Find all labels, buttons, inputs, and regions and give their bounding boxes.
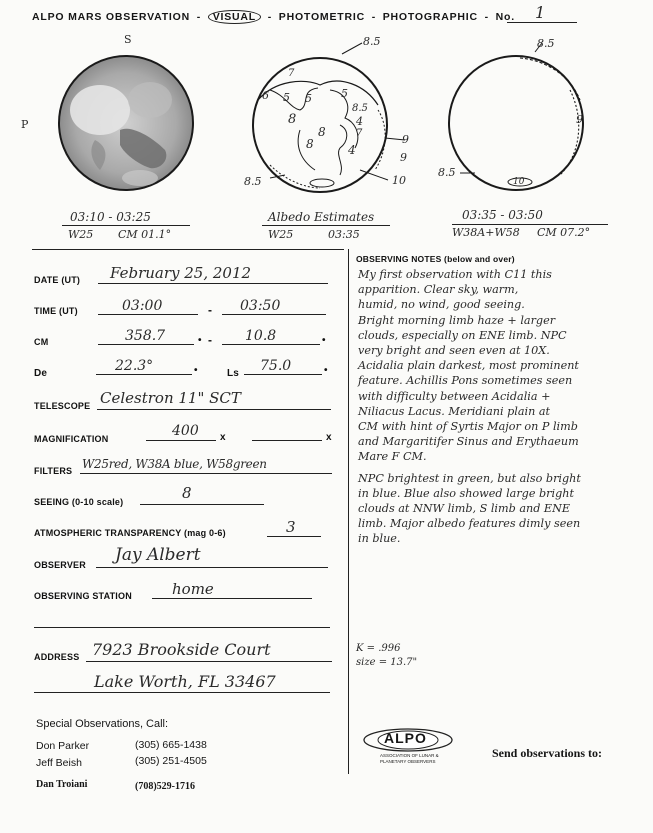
- albedo-mark: 8.5: [537, 37, 555, 50]
- disk-2-title: Albedo Estimates: [268, 210, 375, 224]
- contact-name: Don Parker: [36, 740, 90, 752]
- notes-line: clouds, especially on ENE limb. NPC: [358, 328, 567, 342]
- albedo-mark: 6: [262, 89, 269, 102]
- observing-station-value: home: [172, 580, 214, 598]
- magnification-value: 400: [172, 423, 199, 439]
- date-label: DATE (UT): [34, 275, 81, 285]
- disk-1-filter: W25: [68, 228, 94, 241]
- disk-1-time: 03:10 - 03:25: [70, 210, 151, 224]
- albedo-mark: 9: [400, 151, 407, 164]
- cm-end-value: 10.8: [245, 328, 277, 344]
- albedo-mark: 10: [392, 174, 406, 187]
- albedo-mark: 4: [356, 115, 363, 128]
- address-line-2: Lake Worth, FL 33467: [94, 672, 276, 691]
- albedo-mark: 8.5: [363, 35, 381, 48]
- observing-station-label: OBSERVING STATION: [34, 591, 132, 601]
- transparency-label: ATMOSPHERIC TRANSPARENCY (mag 0-6): [34, 528, 226, 538]
- number-label: No.: [495, 11, 515, 23]
- notes-divider: [348, 249, 349, 774]
- disk-3-drawing: [449, 43, 583, 190]
- disk-3-cm: CM 07.2°: [537, 226, 591, 239]
- disk-2-filter: W25: [268, 228, 294, 241]
- notes-line: in blue.: [358, 532, 401, 546]
- visual-option-circled: VISUAL: [208, 10, 261, 24]
- notes-line: NPC brightest in green, but also bright: [358, 471, 581, 485]
- albedo-mark: 8.5: [244, 175, 262, 188]
- time-start-value: 03:00: [122, 298, 163, 314]
- date-value: February 25, 2012: [110, 264, 252, 282]
- de-value: 22.3°: [115, 358, 154, 374]
- contact-name: Dan Troiani: [36, 779, 88, 790]
- notes-line: Niliacus Lacus. Meridiani plain at: [358, 404, 551, 418]
- ls-value: 75.0: [260, 358, 292, 374]
- albedo-mark: 4: [348, 143, 356, 157]
- albedo-mark: 7: [288, 68, 295, 79]
- albedo-mark: 8.5: [438, 166, 456, 179]
- size-value: size = 13.7": [356, 657, 418, 668]
- form-title: ALPO MARS OBSERVATION: [32, 11, 190, 23]
- seeing-label: SEEING (0-10 scale): [34, 497, 124, 507]
- alpo-subtitle-1: ASSOCIATION OF LUNAR &: [380, 753, 439, 758]
- observer-label: OBSERVER: [34, 560, 86, 570]
- disk-3-time: 03:35 - 03:50: [462, 208, 543, 222]
- time-label: TIME (UT): [34, 306, 78, 316]
- albedo-mark: 8: [306, 137, 314, 151]
- disk-1-south-marker: S: [124, 33, 132, 46]
- disk-2-time: 03:35: [328, 228, 360, 241]
- notes-line: apparition. Clear sky, warm,: [358, 283, 519, 297]
- disk-1-drawing: [59, 56, 193, 190]
- cm-start-value: 358.7: [125, 328, 166, 344]
- notes-line: Bright morning limb haze + larger: [358, 313, 556, 327]
- observer-value: Jay Albert: [115, 545, 201, 565]
- alpo-logo-text: ALPO: [384, 730, 427, 746]
- magnification-label: MAGNIFICATION: [34, 434, 109, 444]
- disk-1-bright-cap: [70, 85, 130, 135]
- number-underline: [507, 22, 577, 23]
- transparency-value: 3: [286, 518, 296, 536]
- contact-phone: (708)529-1716: [135, 781, 195, 792]
- cm-label: CM: [34, 337, 49, 347]
- filters-label: FILTERS: [34, 466, 73, 476]
- disk-1-cm: CM 01.1°: [118, 228, 172, 241]
- albedo-mark: 9: [402, 133, 409, 146]
- notes-line: clouds at NNW limb, S limb and ENE: [358, 502, 571, 516]
- de-label: De: [34, 368, 48, 379]
- notes-line: feature. Achillis Pons sometimes seen: [358, 374, 573, 388]
- k-value: K = .996: [356, 643, 401, 654]
- form-header: ALPO MARS OBSERVATION - VISUAL - PHOTOMETRIC - PHOTOGRAPHIC - No.: [32, 11, 515, 23]
- time-end-value: 03:50: [240, 298, 281, 314]
- notes-line: in blue. Blue also showed large bright: [358, 486, 574, 500]
- observing-notes-body: [358, 267, 581, 547]
- filters-value: W25red, W38A blue, W58green: [82, 457, 267, 471]
- ls-label: Ls: [227, 368, 240, 379]
- notes-line: Mare F CM.: [358, 450, 427, 464]
- observing-notes-header: OBSERVING NOTES (below and over): [356, 254, 515, 264]
- contact-phone: (305) 251-4505: [135, 755, 207, 767]
- seeing-value: 8: [182, 484, 192, 502]
- disk-2-drawing: [253, 43, 405, 192]
- notes-line: My first observation with C11 this: [358, 268, 552, 281]
- photometric-option: PHOTOMETRIC: [278, 11, 365, 23]
- notes-line: with difficulty between Acidalia +: [358, 389, 551, 403]
- albedo-mark: 8: [288, 112, 297, 127]
- disk-3-filter: W38A+W58: [452, 226, 520, 239]
- contact-phone: (305) 665-1438: [135, 739, 207, 751]
- albedo-mark: 7: [356, 128, 363, 139]
- disk-drawings: [0, 30, 653, 240]
- notes-line: limb. Major albedo features dimly seen: [358, 517, 581, 531]
- disk-1-p-marker: P: [21, 118, 29, 131]
- telescope-label: TELESCOPE: [34, 401, 91, 411]
- alpo-subtitle-2: PLANETARY OBSERVERS: [380, 759, 436, 764]
- albedo-mark: 9: [576, 113, 583, 126]
- notes-line: humid, no wind, good seeing.: [358, 298, 525, 312]
- notes-line: Acidalia plain darkest, most prominent: [358, 359, 579, 373]
- albedo-mark: 5: [283, 91, 290, 104]
- albedo-mark: 5: [341, 87, 348, 100]
- albedo-mark: 5: [305, 92, 312, 105]
- address-line-1: 7923 Brookside Court: [92, 640, 271, 659]
- address-label: ADDRESS: [34, 652, 80, 662]
- observation-number: 1: [535, 3, 546, 22]
- send-observations-label: Send observations to:: [492, 746, 603, 760]
- photographic-option: PHOTOGRAPHIC: [382, 11, 478, 23]
- albedo-mark: 10: [513, 177, 525, 187]
- contact-name: Jeff Beish: [36, 757, 82, 769]
- section-divider: [32, 249, 344, 250]
- notes-line: very bright and seen even at 10X.: [358, 344, 550, 358]
- telescope-value: Celestron 11" SCT: [100, 389, 241, 407]
- notes-line: CM with hint of Syrtis Major on P limb: [358, 420, 578, 434]
- special-observations-title: Special Observations, Call:: [36, 718, 169, 730]
- albedo-mark: 8: [318, 125, 326, 139]
- notes-line: and Margaritifer Sinus and Erythaeum: [358, 435, 579, 449]
- albedo-mark: 8.5: [352, 103, 368, 114]
